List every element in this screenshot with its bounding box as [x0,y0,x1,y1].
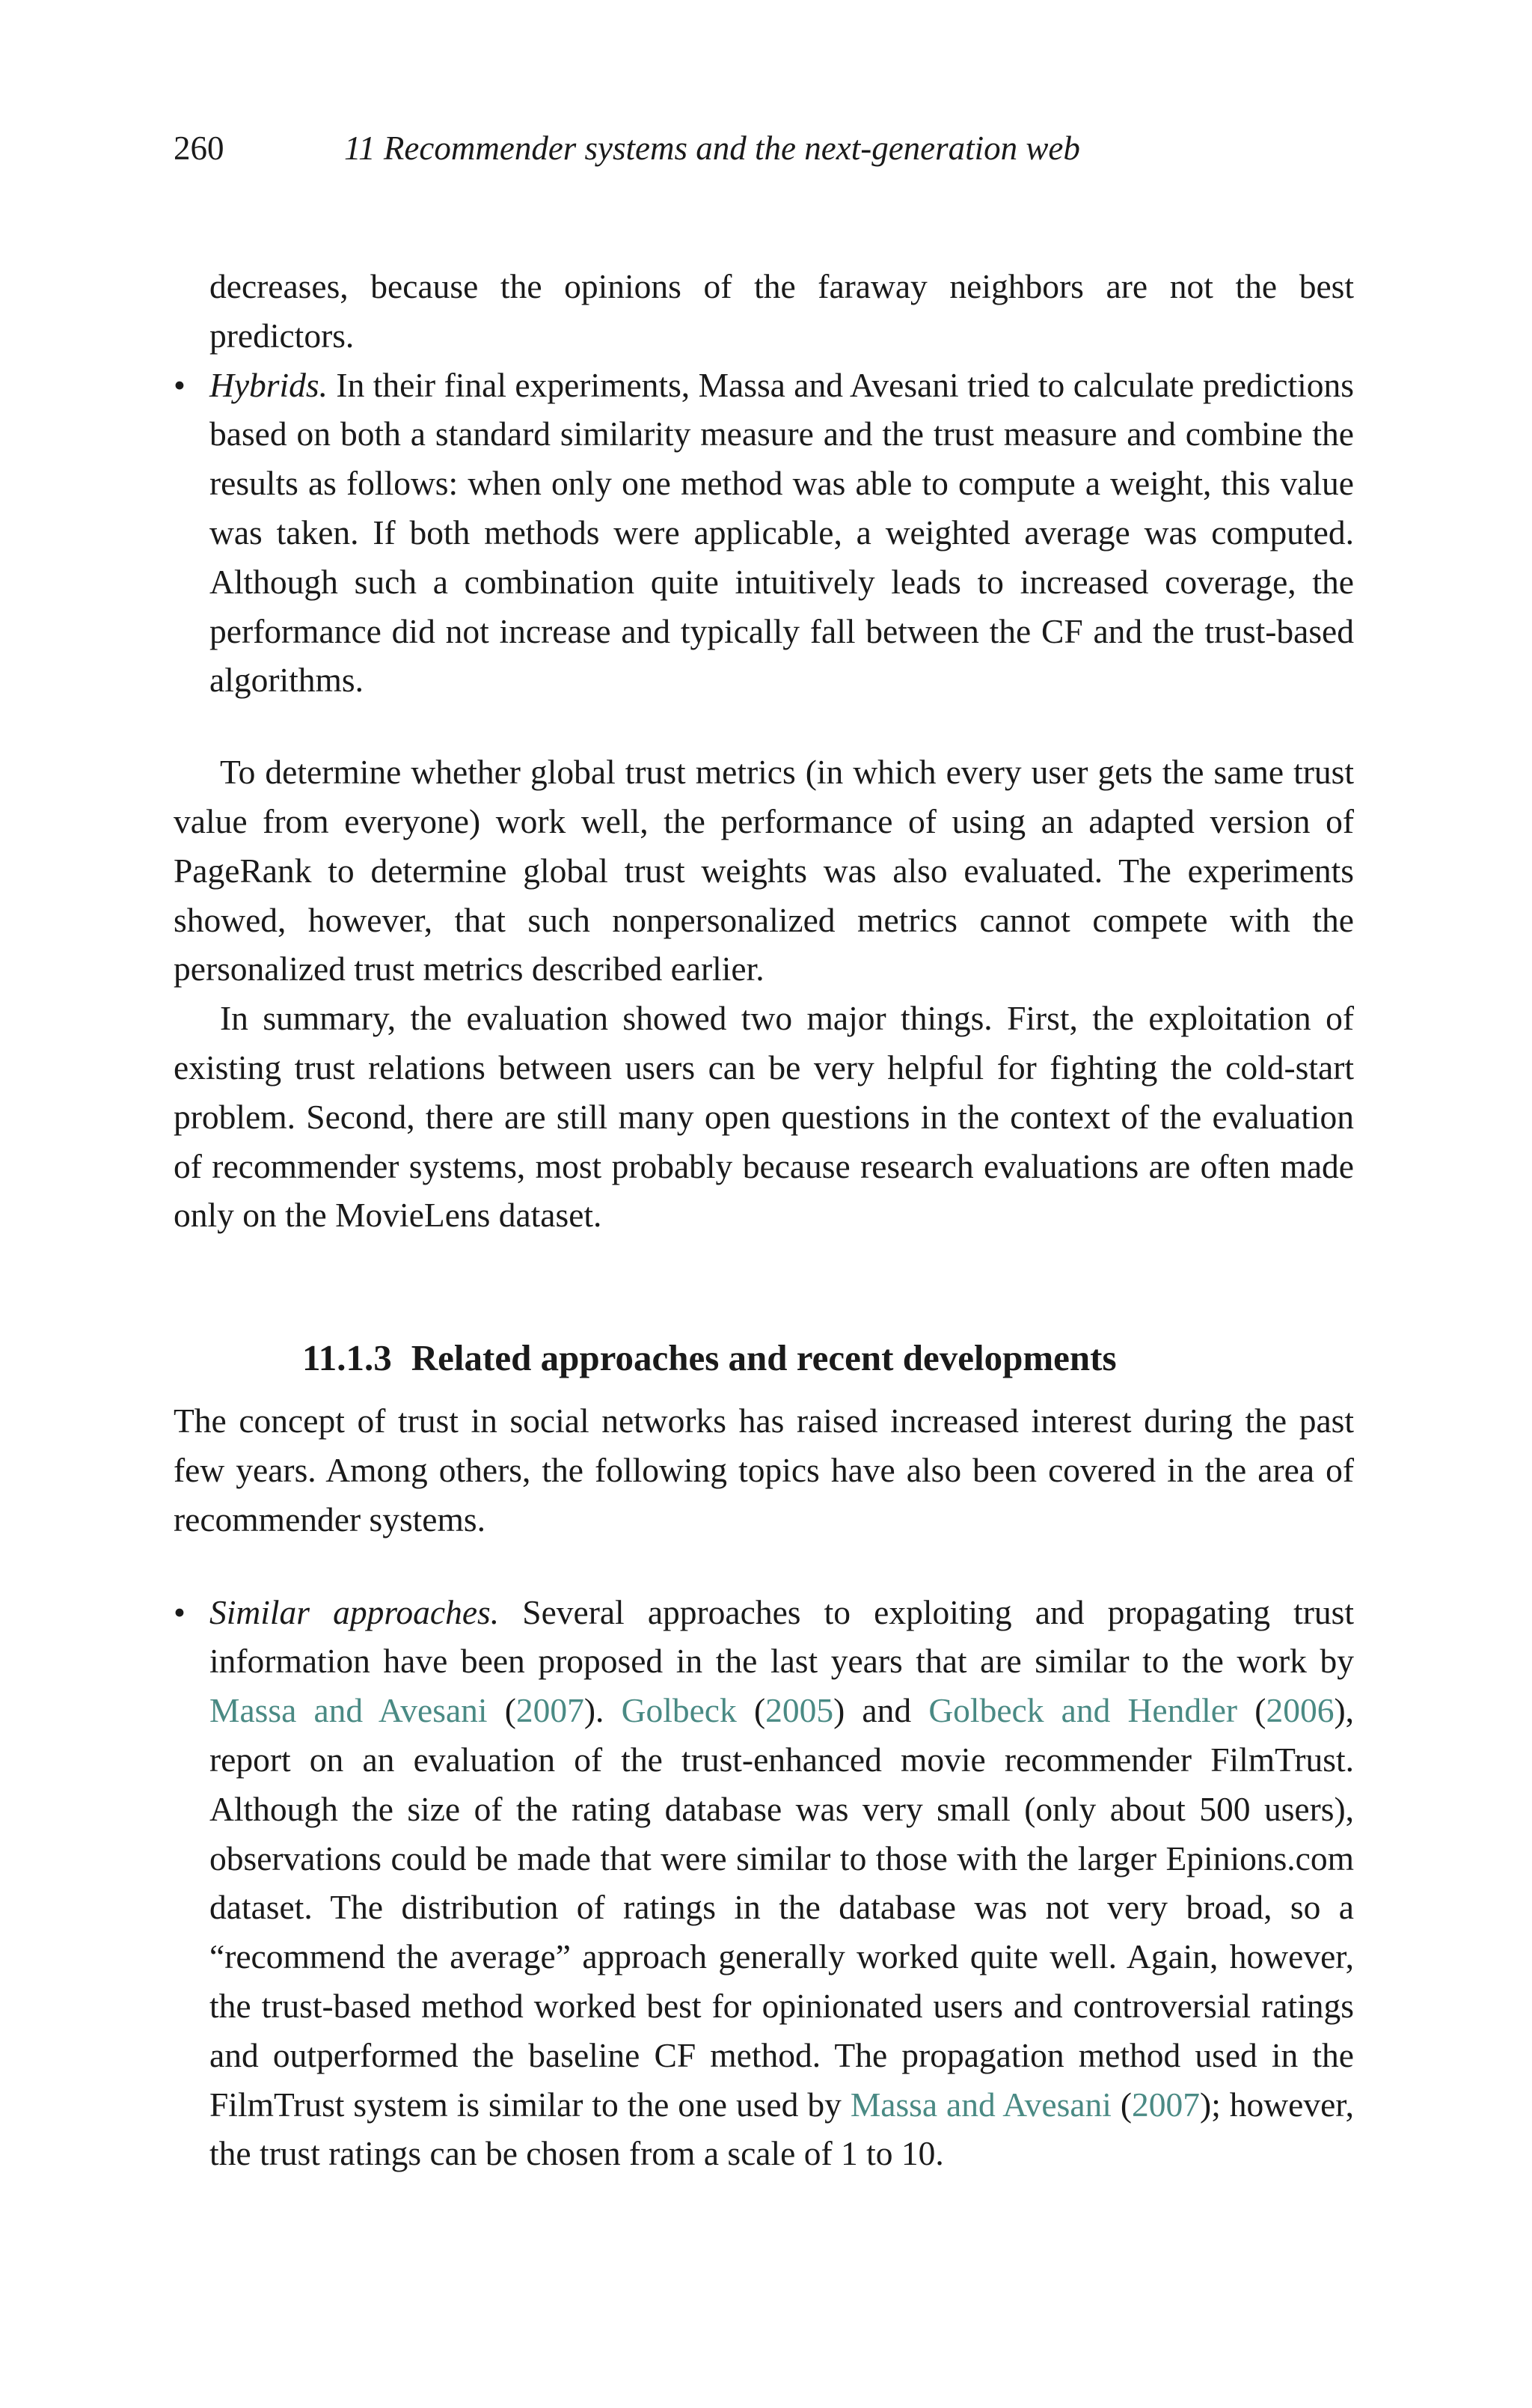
section-number: 11.1.3 [302,1337,392,1379]
citation-link-massa-avesani[interactable]: Massa and Avesani [850,2085,1112,2124]
summary-paragraph: In summary, the evaluation showed two major things. First, the exploitation of existing trust relations between users can be very helpful for fighting the cold-start problem. Second, there are still many open questions in the context of the evaluation of recommender systems, most probably because research evaluations are often made only on the MovieLens dataset. [174,999,1354,1235]
hybrids-paragraph [209,361,1354,706]
section-intro-paragraph: The concept of trust in social networks has raised increased interest during the past few years. Among others, the following topics have also been covered in the area of recommender systems. [174,1402,1354,1538]
section-title: Related approaches and recent developments [411,1337,1117,1379]
bullet-item-hybrids [174,361,1354,706]
section-heading [174,1333,1354,1383]
chapter-title: 11 Recommender systems and the next-generation web [344,129,1080,167]
similar-text-3: ). [583,1691,622,1730]
citation-year-link[interactable]: 2006 [1266,1691,1335,1730]
bullet-glyph: • [174,365,186,404]
citation-year-link[interactable]: 2005 [765,1691,834,1730]
similar-approaches-paragraph [209,1588,1354,2179]
similar-text-8: ( [1111,2085,1133,2124]
similar-term: Similar approaches. [209,1592,500,1631]
citation-year-link[interactable]: 2007 [1132,2085,1201,2124]
similar-text-9: ); however, the trust ratings can be chosen from a scale of 1 to 10. [209,2085,1355,2173]
citation-link-golbeck-hendler[interactable]: Golbeck and Hendler [928,1691,1238,1730]
page-number: 260 [174,129,224,167]
similar-text-5: ) and [833,1691,929,1730]
citation-link-golbeck[interactable]: Golbeck [621,1691,737,1730]
bullet-glyph: • [174,1592,186,1631]
similar-text-1: Several approaches to exploiting and propagating trust information have been proposed in the last years that are similar to the work by [209,1592,1354,1681]
bullet-item-similar-approaches [174,1588,1354,2179]
running-header [174,126,1080,171]
citation-link-massa-avesani[interactable]: Massa and Avesani [209,1691,488,1730]
similar-text-7: ), report on an evaluation of the trust-enhanced movie recommender FilmTrust. Although the size of the rating database was very small (only about 500 users), observations could be made that were similar to those with the larger Epinions.com dataset. The distribution of ratings in the database was not very broad, so a “recommend the average” approach generally worked quite well. Again, however, the trust-based method worked best for opinionated users and controversial ratings and outperformed the baseline CF method. The propagation method used in the FilmTrust system is similar to the one used by [209,1691,1354,2124]
similar-text-4: ( [736,1691,766,1730]
similar-text-6: ( [1237,1691,1266,1730]
similar-text-2: ( [487,1691,516,1730]
hybrids-text: In their final experiments, Massa and Avesani tried to calculate predictions based on both a standard similarity measure and the trust measure and combine the results as follows: when only one method was able to compute a weight, this value was taken. If both methods were applicable, a weighted average was computed. Although such a combination quite intuitively leads to increased coverage, the performance did not increase and typically fall between the CF and the trust-based algorithms. [209,365,1354,700]
page-body [174,262,1354,2178]
global-trust-paragraph: To determine whether global trust metrics (in which every user gets the same trust value from everyone) work well, the performance of using an adapted version of PageRank to determine global trust weights was also evaluated. The experiments showed, however, that such nonpersonalized metrics cannot compete with the personalized trust metrics described earlier. [174,753,1354,988]
citation-year-link[interactable]: 2007 [515,1691,584,1730]
continued-bullet-text: decreases, because the opinions of the faraway neighbors are not the best predictors. [209,267,1354,355]
hybrids-term: Hybrids. [209,365,328,404]
